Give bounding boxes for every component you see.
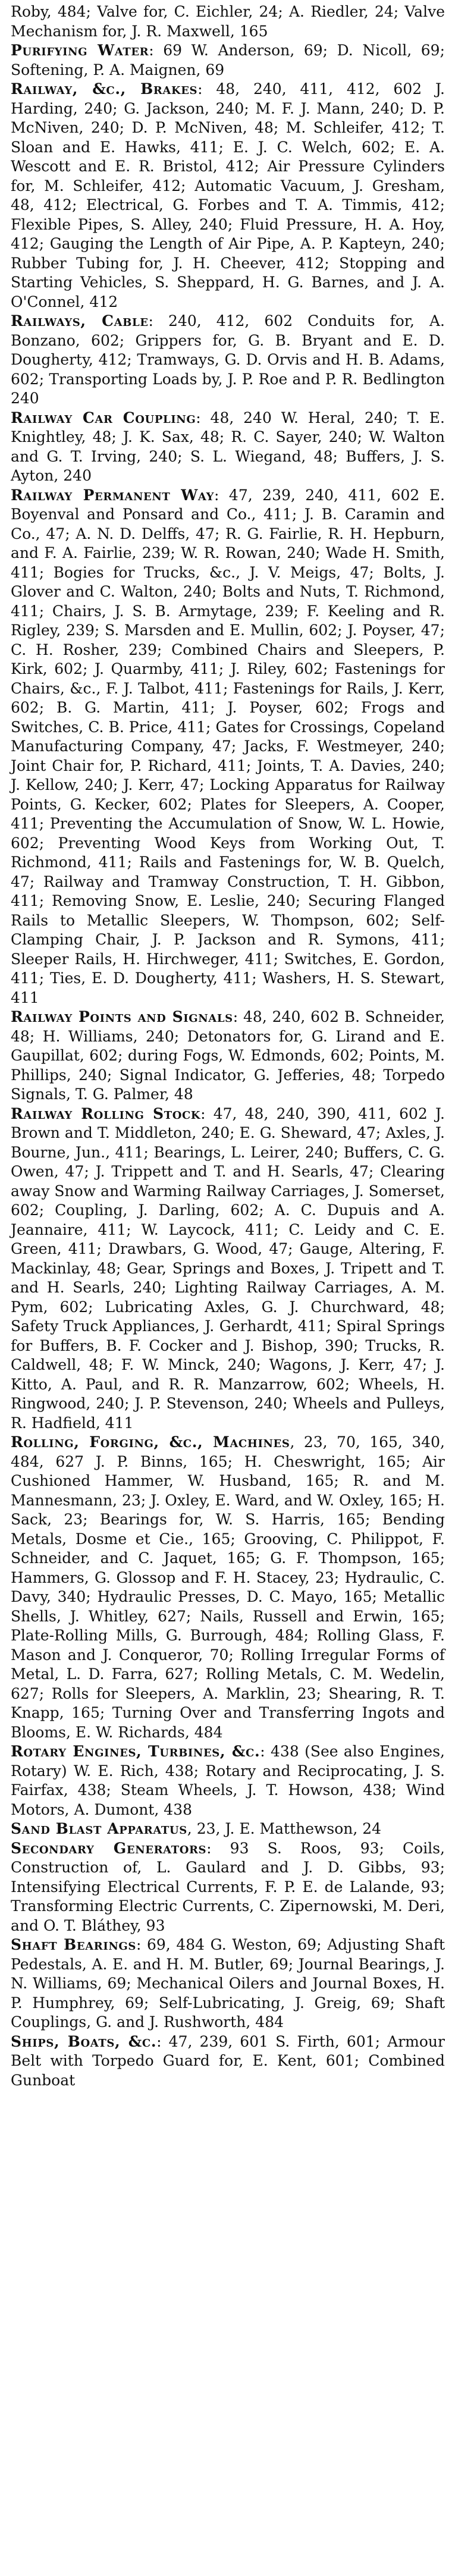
index-entry-railway-car-coupling <box>11 409 445 486</box>
entry-text: Roby, 484; Valve for, C. Eichler, 24; A. Riedler, 24; Valve Mechanism for, J. R. Maxwell, 165 <box>11 3 445 40</box>
entry-heading: Shaft Bearings <box>11 1936 136 1953</box>
entry-heading: Railway Rolling Stock <box>11 1105 201 1122</box>
entry-text: : 240, 412, 602 Conduits for, A. Bonzano, 602; Grippers for, G. B. Bryant and E. D. Dougherty, 412; Tramways, G. D. Orvis and H. B. Adams, 602; Transporting Loads by, J. P. Roe and P. R. Bedlington 240 <box>11 312 445 407</box>
entry-heading: Railway Car Coupling <box>11 409 196 426</box>
entry-heading: Sand Blast Apparatus <box>11 1820 187 1837</box>
entry-heading: Railway Points and Signals <box>11 1008 233 1025</box>
index-entry-valves-continued <box>11 2 445 41</box>
entry-text: : 48, 240 W. Heral, 240; T. E. Knightley, 48; J. K. Sax, 48; R. C. Sayer, 240; W. Walton and G. T. Irving, 240; S. L. Wiegand, 48; Buffers, J. S. Ayton, 240 <box>11 409 445 484</box>
entry-heading: Railway Permanent Way <box>11 486 215 504</box>
entry-heading: Railways, Cable <box>11 312 149 330</box>
entry-text: , 23, J. E. Matthewson, 24 <box>187 1820 382 1837</box>
entry-heading: Secondary Generators <box>11 1839 207 1857</box>
entry-heading: Rotary Engines, Turbines, &c. <box>11 1743 260 1760</box>
entry-text: : 47, 239, 601 S. Firth, 601; Armour Belt with Torpedo Guard for, E. Kent, 601; Combined Gunboat <box>11 2032 445 2089</box>
index-entry-secondary-generators <box>11 1839 445 1936</box>
index-entry-railway-permanent-way <box>11 486 445 1008</box>
entry-heading: Purifying Water <box>11 42 149 59</box>
index-entry-railway-rolling-stock <box>11 1105 445 1433</box>
entry-text: : 69 W. Anderson, 69; D. Nicoll, 69; Softening, P. A. Maignen, 69 <box>11 42 445 79</box>
index-entry-ships-boats <box>11 2032 445 2091</box>
index-entry-sand-blast <box>11 1819 445 1839</box>
entry-text: : 47, 239, 240, 411, 602 E. Boyenval and Ponsard and Co., 411; J. B. Caramin and Co., 47; A. N. D. Delffs, 47; R. G. Fairlie, R. H. Hepburn, and F. A. Fairlie, 239; W. R. Rowan, 240; Wade H. Smith, 411; Bogies for Trucks, &c., J. V. Meigs, 47; Bolts, J. Glover and C. Walton, 240; Bolts and Nuts, T. Richmond, 411; Chairs, J. S. B. Armytage, 239; F. Keeling and R. Rigley, 239; S. Marsden and E. Mullin, 602; J. Poyser, 47; C. H. Rosher, 239; Combined Chairs and Sleepers, P. Kirk, 602; J. Quarmby, 411; J. Riley, 602; Fastenings for Chairs, &c., F. J. Talbot, 411; Fastenings for Rails, J. Kerr, 602; B. G. Martin, 411; J. Poyser, 602; Frogs and Switches, C. B. Price, 411; Gates for Crossings, Copeland Manufacturing Company, 47; Jacks, F. Westmeyer, 240; Joint Chair for, P. Richard, 411; Joints, T. A. Davies, 240; J. Kellow, 240; J. Kerr, 47; Locking Apparatus for Railway Points, G. Kecker, 602; Plates for Sleepers, A. Cooper, 411; Preventing the Accumulation of Snow, W. L. Howie, 602; Preventing Wood Keys from Working Out, T. Richmond, 411; Rails and Fastenings for, W. B. Quelch, 47; Railway and Tramway Construction, T. H. Gibbon, 411; Removing Snow, E. Leslie, 240; Securing Flanged Rails to Metallic Sleepers, W. Thompson, 602; Self-Clamping Chair, J. P. Jackson and R. Symons, 411; Sleeper Rails, H. Hirchweger, 411; Switches, E. Gordon, 411; Ties, E. D. Dougherty, 411; Washers, H. S. Stewart, 411 <box>11 486 445 1006</box>
entry-text: : 93 S. Roos, 93; Coils, Construction of, L. Gaulard and J. D. Gibbs, 93; Intensifying Electrical Currents, F. P. E. de Lalande, 93; Transforming Electric Currents, C. Zipernowski, M. Deri, and O. T. Bláthey, 93 <box>11 1839 445 1934</box>
index-entry-railway-brakes <box>11 80 445 312</box>
entry-text: : 47, 48, 240, 390, 411, 602 J. Brown and T. Middleton, 240; E. G. Sheward, 47; Axles, J. Bourne, Jun., 411; Bearings, L. Leirer, 240; Buffers, C. G. Owen, 47; J. Trippett and T. and H. Searls, 47; Clearing away Snow and Warming Railway Carriages, J. Somerset, 602; Coupling, J. Darling, 602; A. C. Dupuis and A. Jeannaire, 411; W. Laycock, 411; C. Leidy and C. E. Green, 411; Drawbars, G. Wood, 47; Gauge, Altering, F. Mackinlay, 48; Gear, Springs and Boxes, J. Tripett and T. and H. Searls, 240; Lighting Railway Carriages, A. M. Pym, 602; Lubricating Axles, G. J. Churchward, 48; Safety Truck Appliances, J. Gerhardt, 411; Spiral Springs for Buffers, B. F. Cocker and J. Bishop, 390; Trucks, R. Caldwell, 48; F. W. Minck, 240; Wagons, J. Kerr, 47; J. Kitto, A. Paul, and R. R. Manzarrow, 602; Wheels, H. Ringwood, 240; J. P. Stevenson, 240; Wheels and Pulleys, R. Hadfield, 411 <box>11 1105 445 1432</box>
index-entry-railway-points-signals <box>11 1008 445 1105</box>
entry-text: : 48, 240, 411, 412, 602 J. Harding, 240; G. Jackson, 240; M. F. J. Mann, 240; D. P. McNiven, 240; D. P. McNiven, 48; M. Schleifer, 412; T. Sloan and E. Hawks, 411; E. J. C. Welch, 602; E. A. Wescott and E. R. Bristol, 412; Air Pressure Cylinders for, M. Schleifer, 412; Automatic Vacuum, J. Gresham, 48, 412; Electrical, G. Forbes and T. A. Timmis, 412; Flexible Pipes, S. Alley, 240; Fluid Pressure, H. A. Hoy, 412; Gauging the Length of Air Pipe, A. P. Kapteyn, 240; Rubber Tubing for, J. H. Cheever, 412; Stopping and Starting Vehicles, S. Sheppard, H. G. Barnes, and J. A. O'Connel, 412 <box>11 80 445 310</box>
entry-text: : 48, 240, 602 B. Schneider, 48; H. Williams, 240; Detonators for, G. Lirand and E. Gaupillat, 602; during Fogs, W. Edmonds, 602; Points, M. Phillips, 240; Signal Indicator, G. Jefferies, 48; Torpedo Signals, T. G. Palmer, 48 <box>11 1008 445 1103</box>
index-entry-rolling-forging-machines <box>11 1433 445 1742</box>
index-entry-shaft-bearings <box>11 1935 445 2032</box>
index-entry-purifying-water <box>11 41 445 80</box>
entry-heading: Ships, Boats, &c. <box>11 2032 157 2050</box>
index-entry-railways-cable <box>11 312 445 409</box>
entry-heading: Rolling, Forging, &c., Machines <box>11 1433 290 1451</box>
entry-text: : 438 (See also Engines, Rotary) W. E. Rich, 438; Rotary and Reciprocating, J. S. Fairfax, 438; Steam Wheels, J. T. Howson, 438; Wind Motors, A. Dumont, 438 <box>11 1743 445 1818</box>
entry-text: : 69, 484 G. Weston, 69; Adjusting Shaft Pedestals, A. E. and H. M. Butler, 69; Journal Bearings, J. N. Williams, 69; Mechanical Oilers and Journal Boxes, H. P. Humphrey, 69; Self-Lubricating, J. Greig, 69; Shaft Couplings, G. and J. Rushworth, 484 <box>11 1936 445 2031</box>
entry-text: , 23, 70, 165, 340, 484, 627 J. P. Binns, 165; H. Cheswright, 165; Air Cushioned Hammer, W. Husband, 165; R. and M. Mannesmann, 23; J. Oxley, E. Ward, and W. Oxley, 165; H. Sack, 23; Bearings for, W. S. Harris, 165; Bending Metals, Dosme et Cie., 165; Grooving, C. Philippot, F. Schneider, and C. Jaquet, 165; G. F. Thompson, 165; Hammers, G. Glossop and F. H. Stacey, 23; Hydraulic, C. Davy, 340; Hydraulic Presses, D. C. Mayo, 165; Metallic Shells, J. Whitley, 627; Nails, Russell and Erwin, 165; Plate-Rolling Mills, G. Burrough, 484; Rolling Glass, F. Mason and J. Conqueror, 70; Rolling Irregular Forms of Metal, L. D. Farra, 627; Rolling Metals, C. M. Wedelin, 627; Rolls for Sleepers, A. Marklin, 23; Shearing, R. T. Knapp, 165; Turning Over and Transferring Ingots and Blooms, E. W. Richards, 484 <box>11 1433 445 1741</box>
index-entry-rotary-engines <box>11 1742 445 1819</box>
entry-heading: Railway, &c., Brakes <box>11 80 198 98</box>
